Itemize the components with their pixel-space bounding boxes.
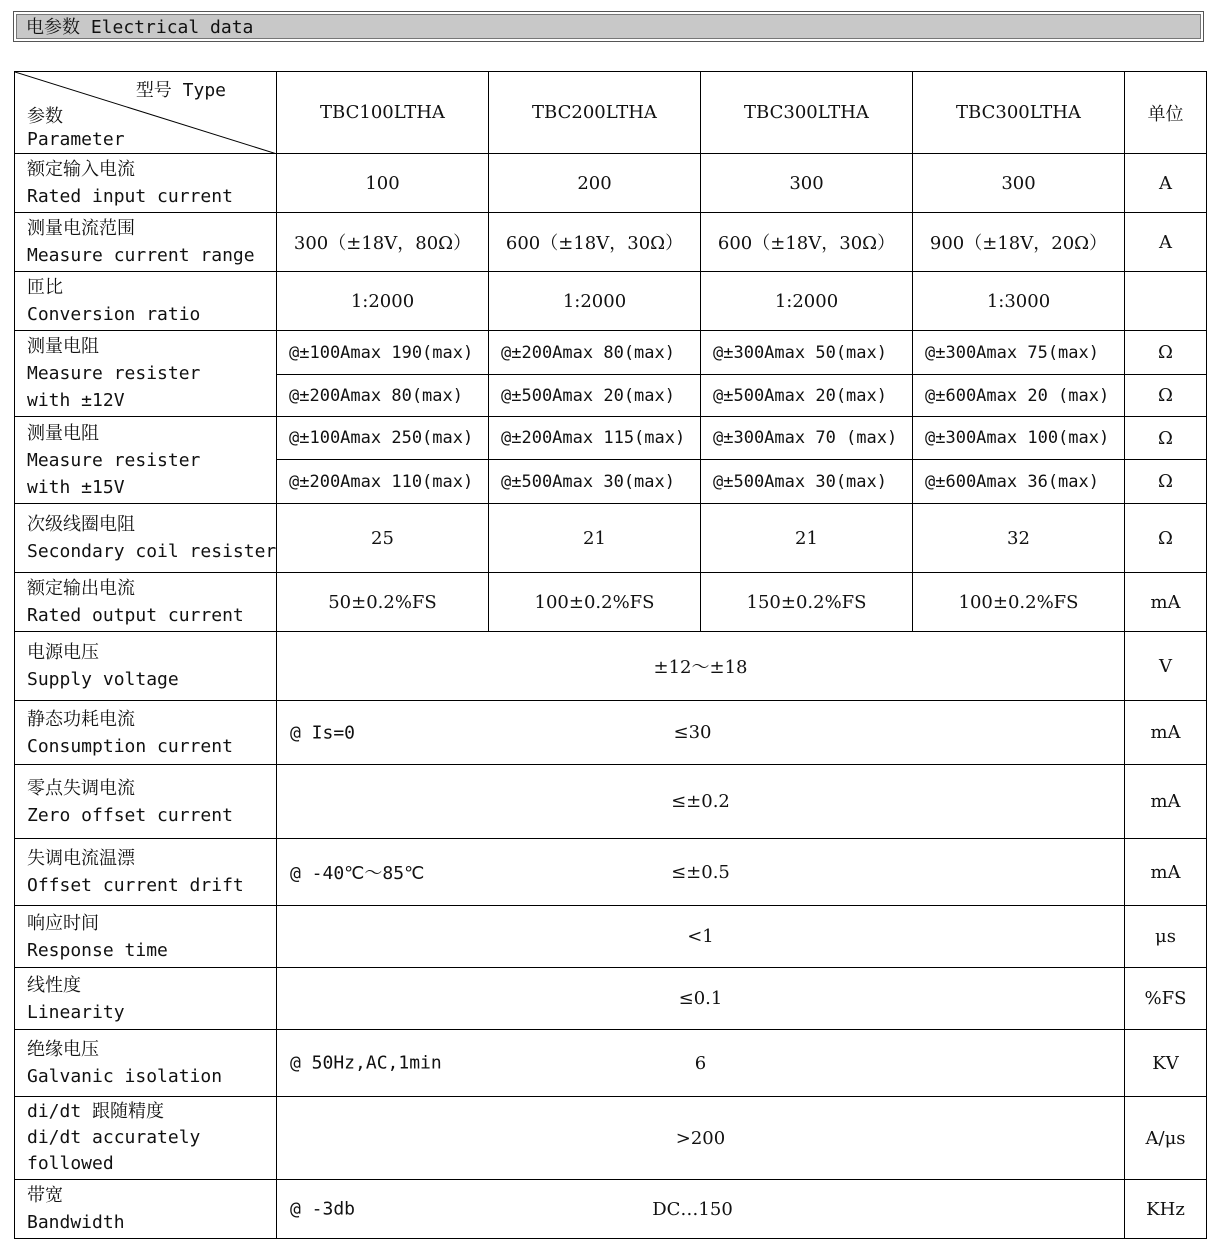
unit-cell: Ω xyxy=(1125,417,1207,460)
value-span-cell xyxy=(277,1180,1125,1239)
value-cell: @±500Amax 30(max) xyxy=(701,460,913,504)
unit-cell: Ω xyxy=(1125,375,1207,417)
value-cell: 50±0.2%FS xyxy=(277,573,489,632)
value-span-cell xyxy=(277,701,1125,765)
table-row xyxy=(15,154,1207,213)
table-row xyxy=(15,272,1207,331)
header-corner-cell xyxy=(15,72,277,154)
param-cell xyxy=(15,504,277,573)
value-cell: @±300Amax 70 (max) xyxy=(701,417,913,460)
value-cell: @±500Amax 30(max) xyxy=(489,460,701,504)
param-cn: 测量电阻 xyxy=(27,422,99,444)
value-cell: @±200Amax 115(max) xyxy=(489,417,701,460)
value-cell: 1:2000 xyxy=(489,272,701,331)
condition-text: @ -40℃～85℃ xyxy=(290,863,425,884)
value-text: ±12～±18 xyxy=(653,657,748,678)
value-cell: @±600Amax 36(max) xyxy=(913,460,1125,504)
param-cell xyxy=(15,573,277,632)
unit-cell: mA xyxy=(1125,839,1207,906)
table-row xyxy=(15,1180,1207,1239)
table-row xyxy=(15,213,1207,272)
param-en: Measure current range xyxy=(27,245,255,266)
value-cell: @±300Amax 50(max) xyxy=(701,331,913,375)
param-cn: 测量电流范围 xyxy=(27,218,135,239)
electrical-data-table xyxy=(14,71,1207,1239)
value-cell: 300（±18V，80Ω） xyxy=(277,213,489,272)
unit-cell: μs xyxy=(1125,906,1207,968)
value-cell: 32 xyxy=(913,504,1125,573)
unit-cell: KV xyxy=(1125,1030,1207,1097)
value-cell: 300 xyxy=(913,154,1125,213)
section-title-bar xyxy=(13,11,1204,42)
param-en-cond: with ±12V xyxy=(27,390,125,411)
table-row xyxy=(15,331,1207,375)
condition-text: @ Is=0 xyxy=(290,722,356,743)
param-cn: 零点失调电流 xyxy=(27,777,135,799)
value-cell: 300 xyxy=(701,154,913,213)
param-cell xyxy=(15,213,277,272)
value-text: 6 xyxy=(694,1052,707,1074)
param-cell xyxy=(15,968,277,1030)
value-cell: 100 xyxy=(277,154,489,213)
param-en: Linearity xyxy=(27,1001,125,1023)
value-text: DC…150 xyxy=(652,1198,733,1220)
value-cell: @±200Amax 80(max) xyxy=(489,331,701,375)
model-header-4: TBC300LTHA xyxy=(913,72,1125,154)
table-row xyxy=(15,504,1207,573)
value-cell: 1:3000 xyxy=(913,272,1125,331)
value-span-cell xyxy=(277,839,1125,906)
table-row xyxy=(15,701,1207,765)
param-cell xyxy=(15,839,277,906)
param-en: Rated output current xyxy=(27,605,244,626)
model-header-1: TBC100LTHA xyxy=(277,72,489,154)
param-en-cont: followed xyxy=(27,1153,114,1174)
table-row xyxy=(15,632,1207,701)
param-en: Secondary coil resister xyxy=(27,541,277,562)
value-cell: @±200Amax 110(max) xyxy=(277,460,489,504)
param-cn: 带宽 xyxy=(27,1185,63,1206)
table-row xyxy=(15,1097,1207,1180)
param-en: Offset current drift xyxy=(27,875,244,896)
value-span-cell xyxy=(277,1030,1125,1097)
value-cell: 600（±18V，30Ω） xyxy=(489,213,701,272)
param-cell xyxy=(15,765,277,839)
param-cell xyxy=(15,1097,277,1180)
unit-cell: mA xyxy=(1125,573,1207,632)
param-cn: 额定输出电流 xyxy=(27,578,135,599)
param-cn: 静态功耗电流 xyxy=(27,708,135,730)
value-cell: 150±0.2%FS xyxy=(701,573,913,632)
value-cell: @±500Amax 20(max) xyxy=(489,375,701,417)
param-label-en: Parameter xyxy=(27,129,125,150)
value-span-cell xyxy=(277,632,1125,701)
unit-cell: A/μs xyxy=(1125,1097,1207,1180)
param-en: Measure resister xyxy=(27,363,201,384)
value-cell: @±100Amax 190(max) xyxy=(277,331,489,375)
value-span-cell xyxy=(277,968,1125,1030)
table-row xyxy=(15,765,1207,839)
value-text: ≤0.1 xyxy=(678,988,723,1009)
param-cn: 失调电流温漂 xyxy=(27,848,135,869)
value-cell: 1:2000 xyxy=(701,272,913,331)
param-cell xyxy=(15,1180,277,1239)
param-cn: 匝比 xyxy=(27,277,63,298)
param-label-cn: 参数 xyxy=(27,106,63,127)
param-en: Galvanic isolation xyxy=(27,1066,223,1087)
value-cell: @±200Amax 80(max) xyxy=(277,375,489,417)
param-cell xyxy=(15,632,277,701)
value-cell: 25 xyxy=(277,504,489,573)
value-cell: 100±0.2%FS xyxy=(489,573,701,632)
table-row xyxy=(15,906,1207,968)
unit-cell: A xyxy=(1125,154,1207,213)
param-cell xyxy=(15,701,277,765)
unit-cell: Ω xyxy=(1125,331,1207,375)
table-row xyxy=(15,839,1207,906)
value-text: ≤30 xyxy=(673,722,712,743)
param-en: Rated input current xyxy=(27,186,233,207)
param-en: Bandwidth xyxy=(27,1212,125,1233)
value-span-cell xyxy=(277,765,1125,839)
table-row xyxy=(15,968,1207,1030)
condition-text: @ 50Hz,AC,1min xyxy=(290,1052,442,1074)
value-cell: 21 xyxy=(701,504,913,573)
param-cell xyxy=(15,1030,277,1097)
param-en: Supply voltage xyxy=(27,669,179,690)
param-en: Response time xyxy=(27,939,168,961)
value-span-cell xyxy=(277,1097,1125,1180)
value-cell: @±100Amax 250(max) xyxy=(277,417,489,460)
model-header-3: TBC300LTHA xyxy=(701,72,913,154)
param-cn: 额定输入电流 xyxy=(27,159,135,180)
unit-cell: A xyxy=(1125,213,1207,272)
model-header-2: TBC200LTHA xyxy=(489,72,701,154)
value-cell: 100±0.2%FS xyxy=(913,573,1125,632)
value-text: >200 xyxy=(675,1127,726,1149)
param-cn: di/dt 跟随精度 xyxy=(27,1101,165,1122)
value-cell: 900（±18V，20Ω） xyxy=(913,213,1125,272)
unit-cell: KHz xyxy=(1125,1180,1207,1239)
value-cell: @±300Amax 100(max) xyxy=(913,417,1125,460)
unit-cell: %FS xyxy=(1125,968,1207,1030)
table-row xyxy=(15,1030,1207,1097)
value-cell: 1:2000 xyxy=(277,272,489,331)
param-en: Measure resister xyxy=(27,449,201,471)
param-en-cond: with ±15V xyxy=(27,476,125,498)
section-title: 电参数 Electrical data xyxy=(26,17,254,38)
value-text: ≤±0.5 xyxy=(671,861,730,883)
value-cell: 21 xyxy=(489,504,701,573)
param-en: Conversion ratio xyxy=(27,304,201,325)
unit-cell: mA xyxy=(1125,701,1207,765)
param-cell xyxy=(15,154,277,213)
value-cell: @±600Amax 20 (max) xyxy=(913,375,1125,417)
param-cell xyxy=(15,417,277,504)
condition-text: @ -3db xyxy=(290,1198,356,1220)
unit-cell: mA xyxy=(1125,765,1207,839)
param-cn: 次级线圈电阻 xyxy=(27,514,135,535)
param-en: Zero offset current xyxy=(27,804,233,826)
param-cell xyxy=(15,906,277,968)
param-cn: 测量电阻 xyxy=(27,336,99,357)
value-text: <1 xyxy=(687,926,714,947)
unit-cell: Ω xyxy=(1125,460,1207,504)
header-row xyxy=(15,72,1207,154)
value-cell: @±500Amax 20(max) xyxy=(701,375,913,417)
table-row xyxy=(15,417,1207,460)
value-cell: @±300Amax 75(max) xyxy=(913,331,1125,375)
value-cell: 200 xyxy=(489,154,701,213)
type-label: 型号 Type xyxy=(135,80,226,101)
param-en: di/dt accurately xyxy=(27,1127,201,1148)
value-cell: 600（±18V，30Ω） xyxy=(701,213,913,272)
unit-cell: V xyxy=(1125,632,1207,701)
param-cell xyxy=(15,272,277,331)
value-span-cell xyxy=(277,906,1125,968)
param-cn: 线性度 xyxy=(27,974,81,996)
param-cn: 绝缘电压 xyxy=(27,1039,99,1060)
unit-header: 单位 xyxy=(1125,72,1207,154)
param-en: Consumption current xyxy=(27,735,233,757)
unit-cell xyxy=(1125,272,1207,331)
table-row xyxy=(15,573,1207,632)
param-cn: 响应时间 xyxy=(27,912,99,934)
param-cn: 电源电压 xyxy=(27,642,99,663)
param-cell xyxy=(15,331,277,417)
unit-cell: Ω xyxy=(1125,504,1207,573)
value-text: ≤±0.2 xyxy=(671,791,730,812)
